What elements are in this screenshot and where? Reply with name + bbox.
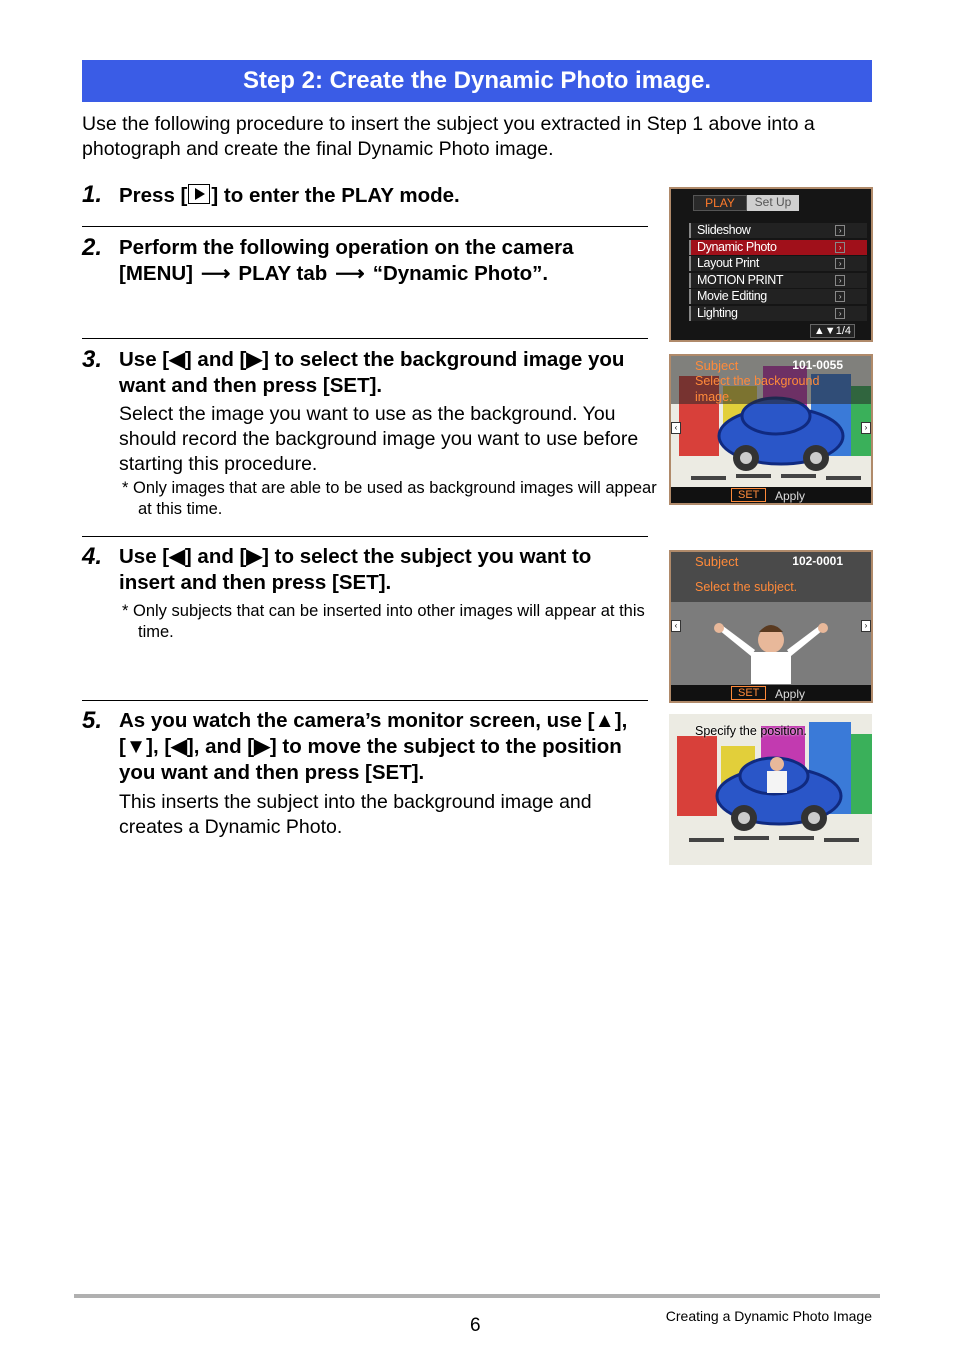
menu-key-text: [MENU] <box>119 262 194 285</box>
menu-item <box>689 256 867 271</box>
menu-item-label: Dynamic Photo <box>697 239 777 254</box>
step-divider <box>82 338 648 339</box>
menu-item-label: Lighting <box>697 305 738 320</box>
section-header <box>82 60 872 102</box>
menu-item-label: Slideshow <box>697 223 751 237</box>
set-button-label: SET <box>731 488 766 502</box>
step-5-title: As you watch the camera’s monitor screen, use [▲], [▼], [◀], and [▶] to move the subject to the position you want and then press [SET]. <box>119 709 628 784</box>
play-tab-text: PLAY tab <box>238 262 328 285</box>
set-button-label: SET <box>731 686 766 700</box>
step-divider <box>82 226 648 227</box>
step-3-note: * Only images that are able to be used as background images will appear at this time. <box>122 479 657 518</box>
left-arrow-icon: ‹ <box>671 422 681 434</box>
step-1-number: 1. <box>82 181 103 208</box>
step-2-title-line1: Perform the following operation on the camera <box>119 236 574 259</box>
step-1-title-pre: Press [ <box>119 184 188 207</box>
step-1-title <box>119 183 649 209</box>
page-indicator: ▲▼1/4 <box>810 324 855 338</box>
camera-subject-screen <box>669 550 873 703</box>
subject-label: Subject <box>695 358 739 373</box>
screen-instruction: Select the subject. <box>695 580 798 594</box>
dynamic-photo-text: “Dynamic Photo”. <box>372 262 549 285</box>
screen-bottom-bar <box>671 487 871 503</box>
section-title: Step 2: Create the Dynamic Photo image. <box>242 67 712 94</box>
screen-instruction: Specify the position. <box>695 724 807 738</box>
step-5-body: This inserts the subject into the background image and creates a Dynamic Photo. <box>119 791 592 838</box>
arrow-right-icon: ⟶ <box>201 262 231 285</box>
right-arrow-icon: › <box>861 422 871 434</box>
chevron-right-icon: › <box>835 242 845 253</box>
tab-setup: Set Up <box>747 195 799 211</box>
file-number: 102-0001 <box>792 554 843 568</box>
camera-menu-screen <box>669 187 873 342</box>
chevron-right-icon: › <box>835 308 845 319</box>
menu-item-selected <box>689 240 867 255</box>
apply-label: Apply <box>775 687 806 701</box>
menu-item <box>689 289 867 304</box>
chevron-right-icon: › <box>835 291 845 302</box>
screen-bottom-bar <box>671 685 871 701</box>
left-arrow-icon: ‹ <box>671 620 681 632</box>
tab-play: PLAY <box>693 195 747 211</box>
menu-item-label: Movie Editing <box>697 289 767 303</box>
menu-tabs <box>693 195 799 211</box>
subject-label: Subject <box>695 554 739 569</box>
chevron-right-icon: › <box>835 225 845 236</box>
footer-section-title: Creating a Dynamic Photo Image <box>665 1308 872 1324</box>
intro-paragraph: Use the following procedure to insert the subject you extracted in Step 1 above into a photograph and create the final Dynamic Photo image. <box>82 113 815 160</box>
chevron-right-icon: › <box>835 275 845 286</box>
camera-background-screen <box>669 354 873 505</box>
play-key-icon <box>188 184 210 204</box>
child-subject-image <box>671 552 871 701</box>
step-1-title-post: ] to enter the PLAY mode. <box>211 184 460 207</box>
file-number: 101-0055 <box>792 358 843 372</box>
screen-instruction: Select the background image. <box>695 374 820 404</box>
step-4-note: * Only subjects that can be inserted into other images will appear at this time. <box>122 602 645 641</box>
arrow-right-icon: ⟶ <box>335 262 365 285</box>
apply-label: Apply <box>775 489 806 503</box>
step-divider <box>82 536 648 537</box>
step-divider <box>82 700 648 701</box>
menu-item-label: Layout Print <box>697 256 759 270</box>
page-number: 6 <box>470 1315 481 1336</box>
step-2-title-line2 <box>119 261 649 287</box>
right-arrow-icon: › <box>861 620 871 632</box>
step-4-title: Use [◀] and [▶] to select the subject you want to insert and then press [SET]. <box>119 545 592 594</box>
step-5-number: 5. <box>82 707 103 734</box>
step-3-title: Use [◀] and [▶] to select the background image you want and then press [SET]. <box>119 348 625 397</box>
step-2-number: 2. <box>82 234 103 261</box>
menu-item-label: MOTION PRINT <box>697 272 784 287</box>
composite-photo-screen <box>669 714 872 865</box>
menu-item <box>689 306 867 321</box>
menu-list <box>689 223 867 322</box>
step-2-title <box>119 235 649 287</box>
menu-item <box>689 223 867 238</box>
footer-divider <box>74 1294 880 1298</box>
step-3-body: Select the image you want to use as the background. You should record the background image you want to use before starting this procedure. <box>119 403 639 475</box>
step-4-number: 4. <box>82 543 103 570</box>
chevron-right-icon: › <box>835 258 845 269</box>
menu-item <box>689 273 867 288</box>
step-3-number: 3. <box>82 346 103 373</box>
